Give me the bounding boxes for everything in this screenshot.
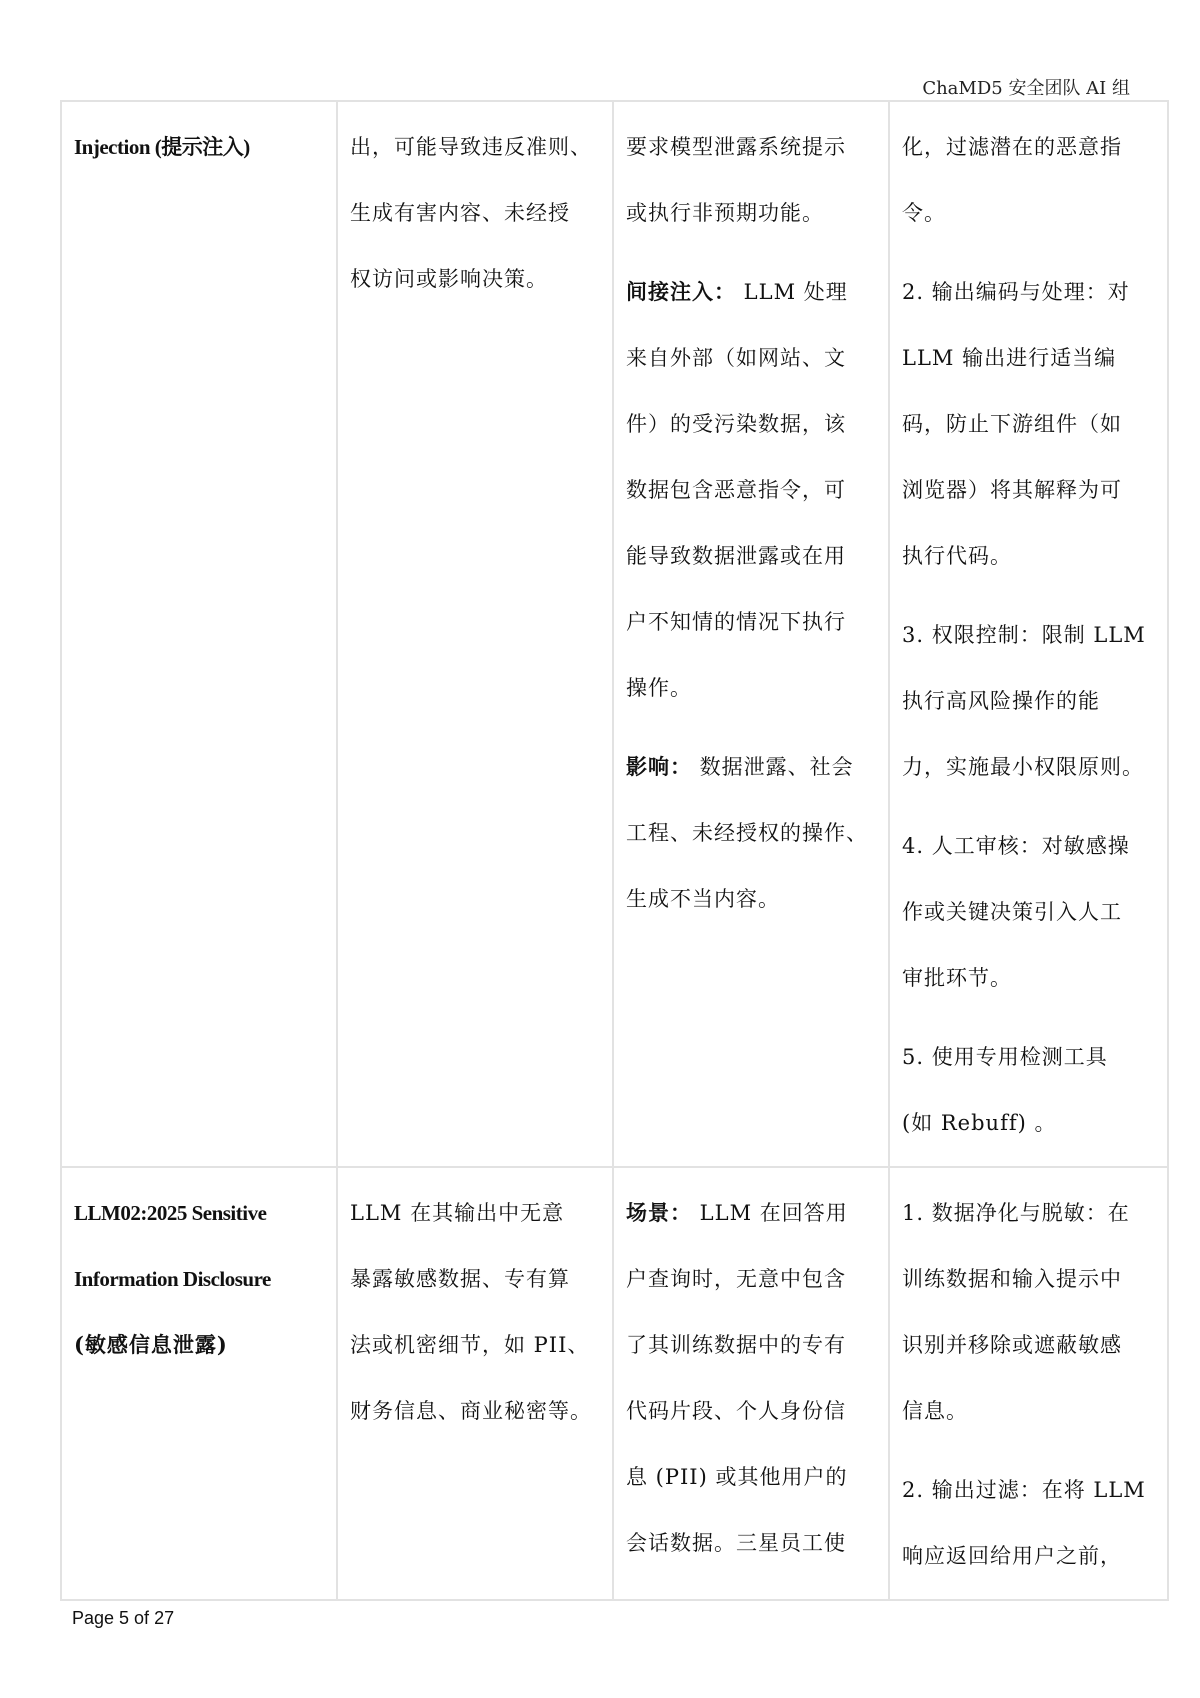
scenario-cell bbox=[613, 101, 889, 1167]
scenario-line: 来自外部（如网站、文 bbox=[626, 346, 846, 370]
mitigation-line: 化，过滤潜在的恶意指 bbox=[902, 135, 1122, 159]
risk-description-cell bbox=[337, 1167, 613, 1600]
mitigation-line: 4. 人工审核：对敏感操 bbox=[902, 834, 1130, 858]
mitigation-line: 响应返回给用户之前， bbox=[902, 1544, 1122, 1568]
description-line: 暴露敏感数据、专有算 bbox=[350, 1267, 570, 1291]
mitigation-line: 2. 输出过滤：在将 LLM bbox=[902, 1478, 1146, 1502]
impact-label: 影响： bbox=[626, 754, 692, 779]
risk-name-cell bbox=[61, 1167, 337, 1600]
mitigation-cell bbox=[889, 101, 1168, 1167]
mitigation-line: LLM 输出进行适当编 bbox=[902, 346, 1117, 370]
description-line: 出，可能导致违反准则、 bbox=[350, 135, 592, 159]
risk-name-cell bbox=[61, 101, 337, 1167]
scenario-line: 能导致数据泄露或在用 bbox=[626, 544, 846, 568]
scenario-text: LLM 处理 bbox=[736, 280, 848, 304]
mitigation-line: 令。 bbox=[902, 201, 946, 225]
page-number: Page 5 of 27 bbox=[72, 1608, 175, 1628]
scenario-line: 户不知情的情况下执行 bbox=[626, 610, 846, 634]
risk-description-cell bbox=[337, 101, 613, 1167]
description-line: LLM 在其输出中无意 bbox=[350, 1201, 565, 1225]
risk-name: LLM02:2025 Sensitive bbox=[74, 1201, 267, 1225]
scenario-text: LLM 在回答用 bbox=[692, 1201, 848, 1225]
scenario-line: 会话数据。三星员工使 bbox=[626, 1531, 846, 1555]
mitigation-line: 作或关键决策引入人工 bbox=[902, 900, 1122, 924]
mitigation-line: 浏览器）将其解释为可 bbox=[902, 478, 1122, 502]
scenario-line: 代码片段、个人身份信 bbox=[626, 1399, 846, 1423]
scenario-line: 件）的受污染数据，该 bbox=[626, 412, 846, 436]
table-row bbox=[61, 101, 1168, 1167]
mitigation-cell bbox=[889, 1167, 1168, 1600]
mitigation-line: (如 Rebuff) 。 bbox=[902, 1111, 1057, 1135]
scenario-line bbox=[626, 1180, 878, 1246]
scenario-line: 要求模型泄露系统提示 bbox=[626, 135, 846, 159]
scenario-line bbox=[626, 259, 878, 325]
scenario-line: 息 (PII) 或其他用户的 bbox=[626, 1465, 848, 1489]
description-line: 财务信息、商业秘密等。 bbox=[350, 1399, 592, 1423]
scenario-line: 了其训练数据中的专有 bbox=[626, 1333, 846, 1357]
impact-text: 数据泄露、社会 bbox=[692, 755, 854, 779]
risk-table bbox=[60, 100, 1169, 1601]
mitigation-line: 码，防止下游组件（如 bbox=[902, 412, 1122, 436]
risk-name: Injection (提示注入) bbox=[74, 135, 250, 159]
mitigation-line: 执行代码。 bbox=[902, 544, 1012, 568]
description-line: 法或机密细节，如 PII、 bbox=[350, 1333, 590, 1357]
scenario-line bbox=[626, 734, 878, 800]
scenario-label: 场景： bbox=[626, 1200, 692, 1225]
scenario-line: 生成不当内容。 bbox=[626, 887, 780, 911]
mitigation-line: 力，实施最小权限原则。 bbox=[902, 755, 1144, 779]
table-row bbox=[61, 1167, 1168, 1600]
risk-name: (敏感信息泄露) bbox=[74, 1332, 228, 1357]
running-header: ChaMD5 安全团队 AI 组 bbox=[922, 78, 1130, 99]
mitigation-line: 识别并移除或遮蔽敏感 bbox=[902, 1333, 1122, 1357]
mitigation-line: 训练数据和输入提示中 bbox=[902, 1267, 1122, 1291]
mitigation-line: 5. 使用专用检测工具 bbox=[902, 1045, 1108, 1069]
risk-name: Information Disclosure bbox=[74, 1267, 271, 1291]
scenario-line: 工程、未经授权的操作、 bbox=[626, 821, 868, 845]
mitigation-line: 审批环节。 bbox=[902, 966, 1012, 990]
description-line: 生成有害内容、未经授 bbox=[350, 201, 570, 225]
mitigation-line: 2. 输出编码与处理：对 bbox=[902, 280, 1130, 304]
scenario-cell bbox=[613, 1167, 889, 1600]
scenario-line: 数据包含恶意指令，可 bbox=[626, 478, 846, 502]
scenario-line: 户查询时，无意中包含 bbox=[626, 1267, 846, 1291]
mitigation-line: 信息。 bbox=[902, 1399, 968, 1423]
indirect-injection-label: 间接注入： bbox=[626, 279, 736, 304]
description-line: 权访问或影响决策。 bbox=[350, 267, 548, 291]
scenario-line: 操作。 bbox=[626, 676, 692, 700]
mitigation-line: 执行高风险操作的能 bbox=[902, 689, 1100, 713]
mitigation-line: 1. 数据净化与脱敏：在 bbox=[902, 1201, 1130, 1225]
scenario-line: 或执行非预期功能。 bbox=[626, 201, 824, 225]
mitigation-line: 3. 权限控制：限制 LLM bbox=[902, 623, 1146, 647]
